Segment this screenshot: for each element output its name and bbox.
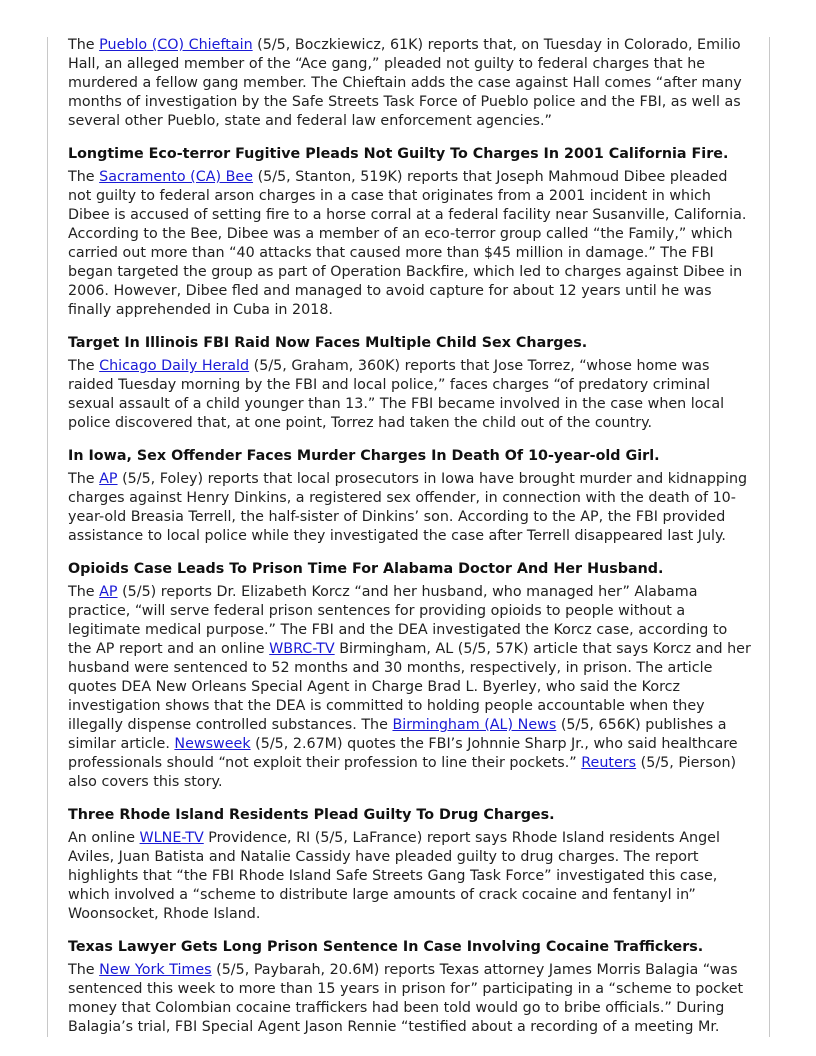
article-paragraph: The Pueblo (CO) Chieftain (5/5, Boczkiewicz, 61K) reports that, on Tuesday in Colorado, Emilio Hall, an alleged member of the “Ace gang,” pleaded not guilty to federal charges that he murdered a fellow gang member. The Chieftain adds the case against Hall comes “after many months of investigation by the Safe Streets Task Force of Pueblo police and the FBI, as well as several other Pueblo, state and federal law enforcement agencies.” <box>68 37 742 129</box>
article-paragraph: An online WLNE-TV Providence, RI (5/5, LaFrance) report says Rhode Island residents Angel Aviles, Juan Batista and Natalie Cassidy have pleaded guilty to drug charges. The report highlights that “the FBI Rhode Island Safe Streets Gang Task Force” investigated this case, which involved a “scheme to distribute large amounts of crack cocaine and fentanyl in” Woonsocket, Rhode Island. <box>68 830 720 922</box>
source-link-sacramento-bee[interactable]: Sacramento (CA) Bee <box>99 169 254 185</box>
source-link-newsweek[interactable]: Newsweek <box>174 736 251 752</box>
source-link-pueblo-chieftain[interactable]: Pueblo (CO) Chieftain <box>99 37 253 53</box>
article-headline: Texas Lawyer Gets Long Prison Sentence In Case Involving Cocaine Traffickers. <box>68 939 704 955</box>
article-paragraph: The Sacramento (CA) Bee (5/5, Stanton, 519K) reports that Joseph Mahmoud Dibee pleaded not guilty to federal arson charges in a case that originates from a 2001 incident in which Dibee is accused of setting fire to a horse corral at a federal facility near Susanville, California. According to the Bee, Dibee was a member of an eco-terror group called “the Family,” which carried out more than “40 attacks that caused more than $45 million in damage.” The FBI began targeted the group as part of Operation Backfire, which led to charges against Dibee in 2006. However, Dibee fled and managed to avoid capture for about 12 years until he was finally apprehended in Cuba in 2018. <box>68 169 747 318</box>
source-link-birmingham-news[interactable]: Birmingham (AL) News <box>392 717 557 733</box>
source-link-ap[interactable]: AP <box>99 471 118 487</box>
article-paragraph: The Chicago Daily Herald (5/5, Graham, 360K) reports that Jose Torrez, “whose home was raided Tuesday morning by the FBI and local police,” faces charges “of predatory criminal sexual assault of a child younger than 13.” The FBI became involved in the case when local police discovered that, at one point, Torrez had taken the child out of the country. <box>68 358 725 431</box>
source-link-chicago-daily-herald[interactable]: Chicago Daily Herald <box>99 358 250 374</box>
news-clips-content <box>68 36 752 1051</box>
article-paragraph: The AP (5/5, Foley) reports that local prosecutors in Iowa have brought murder and kidnapping charges against Henry Dinkins, a registered sex offender, in connection with the death of 10-year-old Breasia Terrell, the half-sister of Dinkins’ son. According to the AP, the FBI provided assistance to local police while they investigated the case after Terrell disappeared last July. <box>68 471 748 544</box>
article-headline: Target In Illinois FBI Raid Now Faces Multiple Child Sex Charges. <box>68 335 588 351</box>
article-paragraph: The AP (5/5) reports Dr. Elizabeth Korcz “and her husband, who managed her” Alabama practice, “will serve federal prison sentences for providing opioids to people without a legitimate medical purpose.” The FBI and the DEA investigated the Korcz case, according to the AP report and an online WBRC-TV Birmingham, AL (5/5, 57K) article that says Korcz and her husband were sentenced to 52 months and 30 months, respectively, in prison. The article quotes DEA New Orleans Special Agent in Charge Brad L. Byerley, who said the Korcz investigation shows that the DEA is committed to holding people accountable when they illegally dispense controlled substances. The Birmingham (AL) News (5/5, 656K) publishes a similar article. Newsweek (5/5, 2.67M) quotes the FBI’s Johnnie Sharp Jr., who said healthcare professionals should “not exploit their profession to line their pockets.” Reuters (5/5, Pierson) also covers this story. <box>68 584 751 790</box>
source-link-ap[interactable]: AP <box>99 584 118 600</box>
article-paragraph: The New York Times (5/5, Paybarah, 20.6M) reports Texas attorney James Morris Balagia “was sentenced this week to more than 15 years in prison for” participating in a “scheme to pocket money that Colombian cocaine traffickers had been told would go to bribe officials.” During Balagia’s trial, FBI Special Agent Jason Rennie “testified about a recording of a meeting Mr. <box>68 962 744 1035</box>
source-link-reuters[interactable]: Reuters <box>581 755 637 771</box>
source-link-wbrc-tv[interactable]: WBRC-TV <box>269 641 335 657</box>
article-headline: In Iowa, Sex Offender Faces Murder Charges In Death Of 10-year-old Girl. <box>68 448 660 464</box>
article-headline: Three Rhode Island Residents Plead Guilty To Drug Charges. <box>68 807 555 823</box>
article-headline: Opioids Case Leads To Prison Time For Alabama Doctor And Her Husband. <box>68 561 664 577</box>
source-link-wlne-tv[interactable]: WLNE-TV <box>139 830 204 846</box>
source-link-new-york-times[interactable]: New York Times <box>99 962 212 978</box>
article-headline: Longtime Eco-terror Fugitive Pleads Not Guilty To Charges In 2001 California Fire. <box>68 146 729 162</box>
